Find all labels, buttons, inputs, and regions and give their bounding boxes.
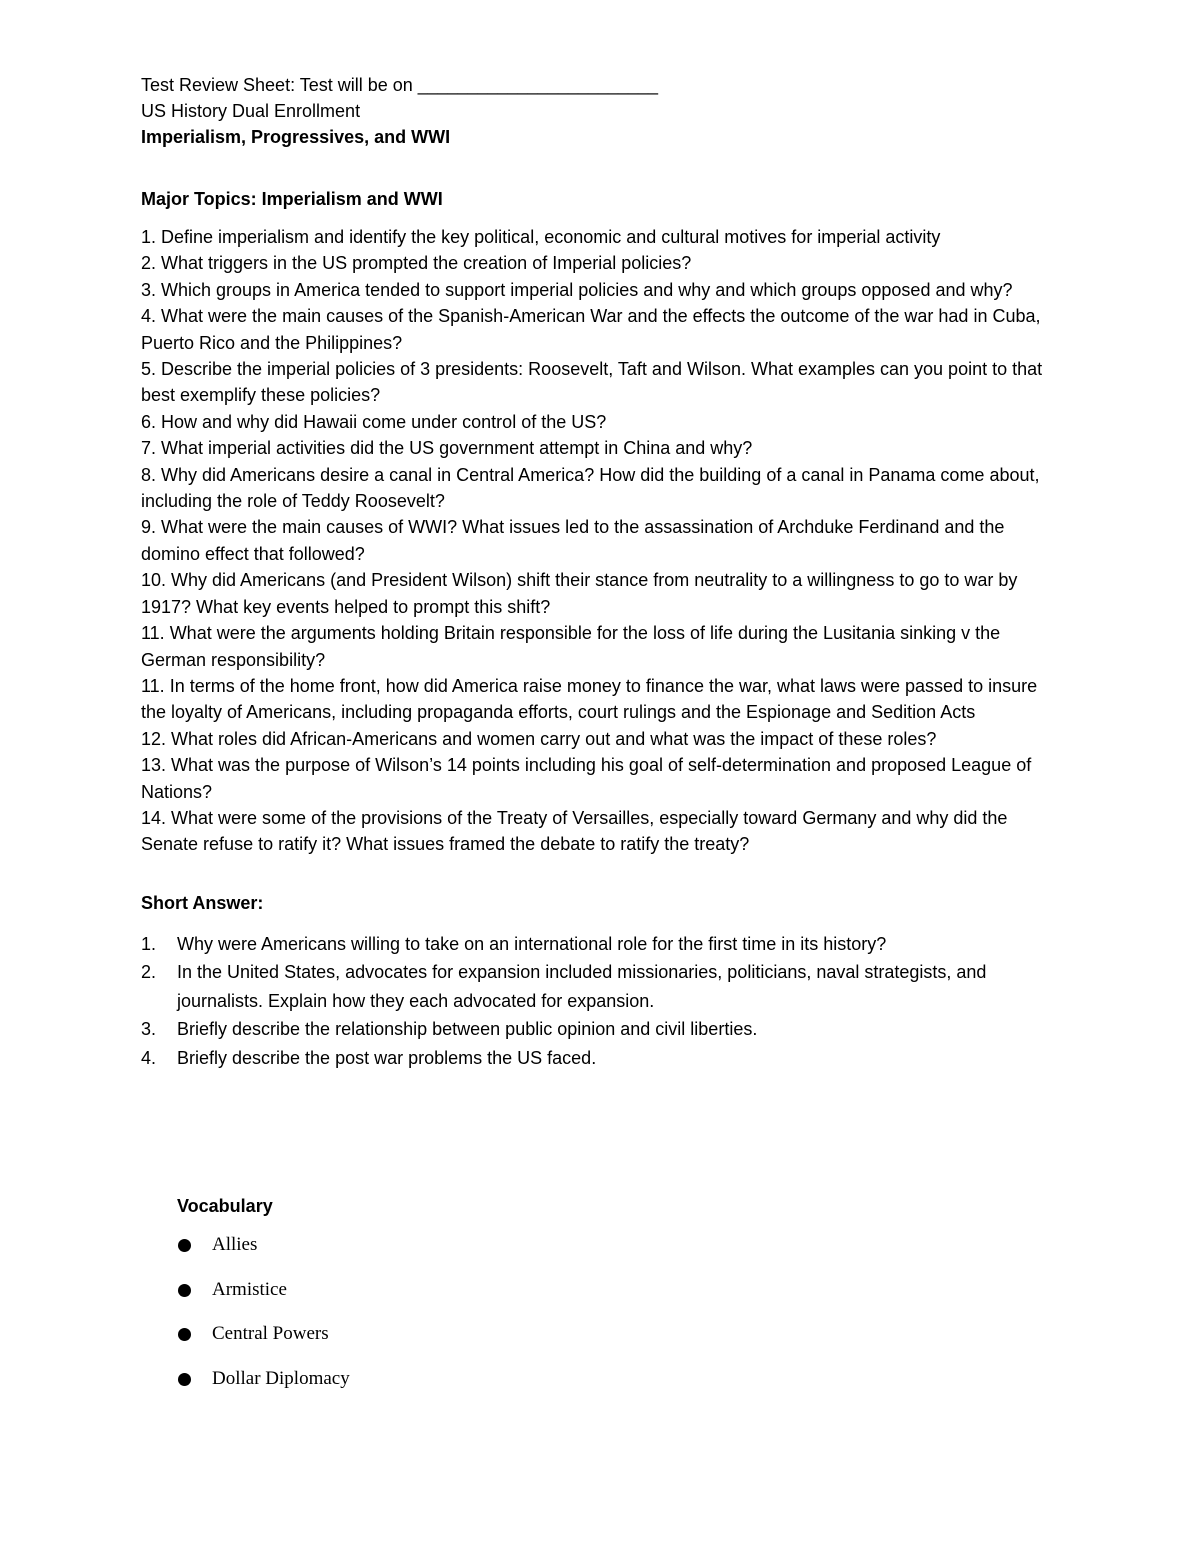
short-answer-text: Why were Americans willing to take on an international role for the first time in its history? xyxy=(177,933,887,954)
short-answer-heading: Short Answer: xyxy=(141,892,264,913)
question-item: 7. What imperial activities did the US government attempt in China and why? xyxy=(141,438,753,459)
question-item: 8. Why did Americans desire a canal in Central America? How did the building of a canal in Panama come about, including the role of Teddy Roosevelt? xyxy=(141,464,1040,512)
short-answer-list xyxy=(141,930,1061,1073)
short-answer-number: 4. xyxy=(141,1047,157,1068)
short-answer-text: Briefly describe the relationship between public opinion and civil liberties. xyxy=(177,1019,758,1040)
short-answer-text: Briefly describe the post war problems the US faced. xyxy=(177,1047,597,1068)
bullet-icon xyxy=(178,1373,191,1386)
question-item: 14. What were some of the provisions of the Treaty of Versailles, especially toward Germany and why did the Senate refuse to ratify it? What issues framed the debate to ratify the treaty? xyxy=(141,807,1008,855)
short-answer-number: 1. xyxy=(141,933,157,954)
document-body xyxy=(141,72,1061,1072)
bullet-icon xyxy=(178,1239,191,1252)
vocabulary-item xyxy=(177,1233,677,1278)
question-item: 5. Describe the imperial policies of 3 presidents: Roosevelt, Taft and Wilson. What examples can you point to that best exemplify these policies? xyxy=(141,359,1043,406)
document-title: Imperialism, Progressives, and WWI xyxy=(141,127,451,147)
vocabulary-list xyxy=(177,1233,677,1411)
question-item: 10. Why did Americans (and President Wilson) shift their stance from neutrality to a willingness to go to war by 1917? What key events helped to prompt this shift? xyxy=(141,570,1018,617)
short-answer-text: In the United States, advocates for expansion included missionaries, politicians, naval strategists, and journalists. Explain how they each advocated for expansion. xyxy=(177,962,987,1011)
question-item: 12. What roles did African-Americans and women carry out and what was the impact of these roles? xyxy=(141,728,937,749)
major-topics-heading: Major Topics: Imperialism and WWI xyxy=(141,189,443,209)
bullet-icon xyxy=(178,1328,191,1341)
question-item: 2. What triggers in the US prompted the creation of Imperial policies? xyxy=(141,253,692,274)
question-item: 11. In terms of the home front, how did America raise money to finance the war, what laws were passed to insure the loyalty of Americans, including propaganda efforts, court rulings and the Espionage and Sedition Acts xyxy=(141,675,1038,723)
short-answer-item xyxy=(141,930,1061,959)
vocabulary-term: Allies xyxy=(212,1234,258,1255)
bullet-icon xyxy=(178,1284,191,1297)
short-answer-number: 2. xyxy=(141,962,157,983)
header-course-name: US History Dual Enrollment xyxy=(141,101,361,121)
vocabulary-item xyxy=(177,1278,677,1323)
question-item: 3. Which groups in America tended to support imperial policies and why and which groups opposed and why? xyxy=(141,279,1013,300)
question-item: 11. What were the arguments holding Britain responsible for the loss of life during the Lusitania sinking v the German responsibility? xyxy=(141,623,1001,670)
question-item: 6. How and why did Hawaii come under control of the US? xyxy=(141,411,607,432)
header-test-date-line: Test Review Sheet: Test will be on ________________________ xyxy=(141,75,659,95)
vocabulary-term: Dollar Diplomacy xyxy=(212,1367,350,1389)
question-item: 13. What was the purpose of Wilson’s 14 points including his goal of self-determination and proposed League of Nations? xyxy=(141,755,1032,802)
short-answer-number: 3. xyxy=(141,1019,157,1040)
vocabulary-term: Armistice xyxy=(212,1278,287,1300)
question-item: 9. What were the main causes of WWI? What issues led to the assassination of Archduke Ferdinand and the domino effect that followed? xyxy=(141,517,1005,564)
short-answer-item xyxy=(141,1015,1061,1044)
question-item: 4. What were the main causes of the Spanish-American War and the effects the outcome of the war had in Cuba, Puerto Rico and the Philippines? xyxy=(141,306,1041,353)
major-topics-list xyxy=(141,224,1061,858)
vocabulary-section xyxy=(177,1193,677,1411)
vocabulary-item xyxy=(177,1367,677,1412)
vocabulary-term: Central Powers xyxy=(212,1323,329,1344)
vocabulary-item xyxy=(177,1322,677,1367)
vocabulary-heading: Vocabulary xyxy=(177,1196,273,1216)
question-item: 1. Define imperialism and identify the key political, economic and cultural motives for imperial activity xyxy=(141,227,941,247)
short-answer-item xyxy=(141,1044,1061,1073)
short-answer-item xyxy=(141,958,1061,1015)
